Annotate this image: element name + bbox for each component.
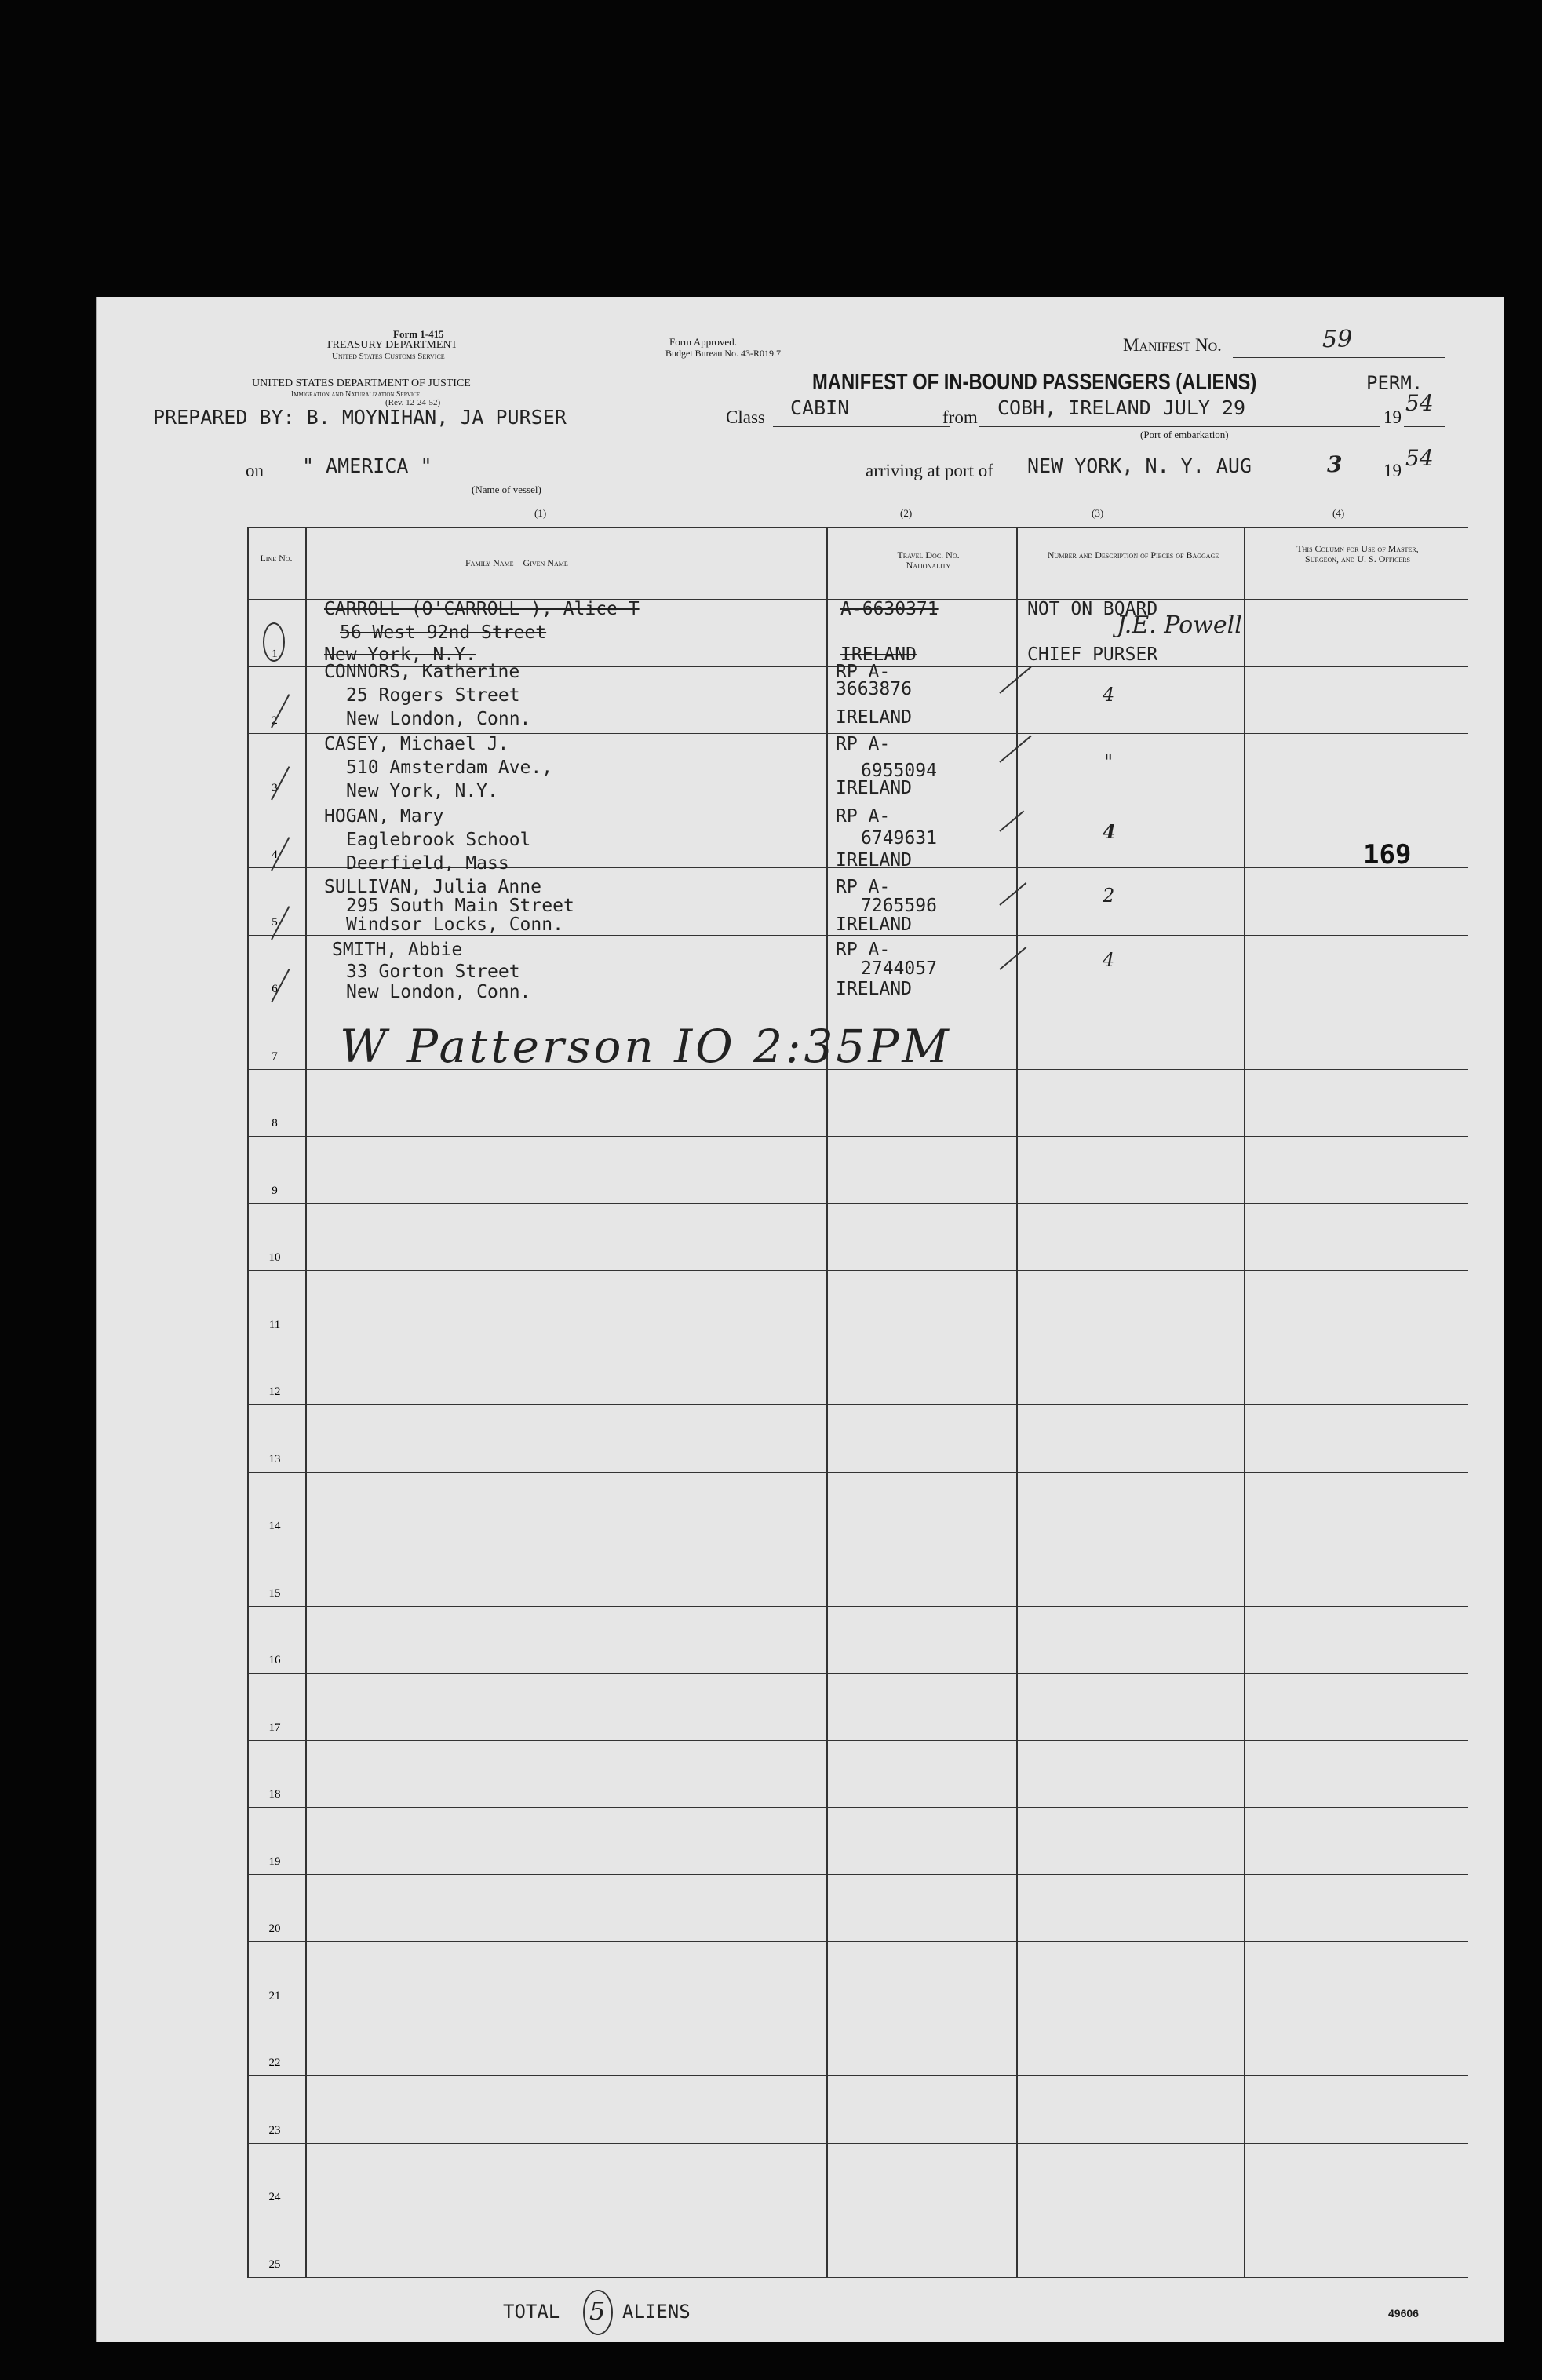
col-divider-1: [305, 527, 307, 2277]
row-line: [247, 1270, 1468, 1271]
entry-3-doc-prefix: RP A-: [836, 734, 891, 754]
entry-2-nationality: IRELAND: [836, 707, 912, 728]
entry-5-nationality: IRELAND: [836, 914, 912, 935]
row-line: [247, 1941, 1468, 1942]
line-number: 14: [268, 1520, 281, 1532]
title-suffix: PERM.: [1366, 372, 1424, 394]
entry-1-doc: A-6630371: [840, 599, 939, 619]
entry-6-nationality: IRELAND: [836, 979, 912, 999]
col-divider-4: [1244, 527, 1245, 2277]
line-number: 11: [268, 1318, 281, 1331]
line-number: 7: [272, 1049, 278, 1063]
row-line: [247, 1136, 1468, 1137]
arriving-day: 3: [1327, 451, 1343, 477]
entry-4-officer-note: 169: [1363, 839, 1412, 871]
prepared-by: PREPARED BY: B. MOYNIHAN, JA PURSER: [153, 406, 567, 429]
class-underline: [773, 426, 950, 427]
arriving-label: arriving at port of: [866, 461, 993, 480]
form-number: Form 1-415: [393, 328, 444, 340]
entry-2-doc-number: 3663876: [836, 679, 912, 699]
entry-4-name-line-1: HOGAN, Mary: [324, 806, 444, 827]
line-number: 19: [268, 1855, 281, 1868]
inspector-note: W Patterson IO 2:35PM: [340, 1020, 952, 1073]
col-divider-2: [826, 527, 828, 2277]
year-1: 54: [1405, 390, 1434, 416]
entry-3-name-line-1: CASEY, Michael J.: [324, 734, 509, 754]
entry-1-name-line-3: New York, N.Y.: [324, 644, 476, 665]
page-title: MANIFEST OF IN-BOUND PASSENGERS (ALIENS): [812, 370, 1257, 395]
entry-1-name-line-1: CARROLL (O'CARROLL ), Alice T: [324, 599, 640, 619]
vessel-name: " AMERICA ": [302, 454, 432, 477]
line-number: 1: [272, 647, 278, 660]
line-number: 4: [272, 849, 278, 861]
line-number: 10: [268, 1251, 281, 1264]
entry-1-nationality: IRELAND: [840, 644, 917, 665]
entry-3-name-line-2: 510 Amsterdam Ave.,: [346, 757, 553, 778]
entry-6-name-line-2: 33 Gorton Street: [346, 962, 520, 982]
class-value: CABIN: [790, 396, 850, 419]
entry-1-baggage-note-1: NOT ON BOARD: [1027, 599, 1158, 619]
col-number-2: (2): [900, 507, 913, 519]
total-label: TOTAL: [503, 2301, 560, 2323]
line-number: 3: [272, 781, 278, 794]
row-line: [247, 1807, 1468, 1808]
aliens-label: ALIENS: [622, 2301, 691, 2323]
header-baggage: Number and Description of Pieces of Baggage: [1047, 549, 1219, 560]
year-underline-1: [1404, 426, 1445, 427]
total-value: 5: [589, 2296, 606, 2326]
entry-3-baggage: ": [1104, 751, 1114, 773]
form-code: 49606: [1388, 2307, 1419, 2320]
class-label: Class: [726, 407, 765, 427]
check-mark: [999, 666, 1031, 694]
line-number: 13: [268, 1452, 281, 1466]
col-number-1: (1): [534, 507, 547, 519]
line-number: 17: [268, 1721, 281, 1734]
row-line: [247, 1404, 1468, 1405]
line-number: 25: [268, 2258, 281, 2271]
col-number-4: (4): [1332, 507, 1345, 519]
check-mark: [999, 811, 1024, 832]
entry-2-name-line-3: New London, Conn.: [346, 709, 531, 729]
col-divider-3: [1016, 527, 1018, 2277]
line-number: 15: [268, 1586, 281, 1600]
row-line: [247, 1740, 1468, 1741]
entry-3-nationality: IRELAND: [836, 778, 912, 798]
entry-1-purser-signature: J.E. Powell: [1117, 611, 1242, 639]
form-approved: Form Approved.: [669, 336, 737, 348]
line-number: 9: [272, 1184, 278, 1197]
line-number: 2: [272, 714, 278, 727]
entry-5-doc-prefix: RP A-: [836, 877, 891, 897]
line-number: 24: [268, 2191, 281, 2203]
line-number: 5: [272, 915, 278, 929]
row-line: [247, 2143, 1468, 2144]
entry-6-baggage: 4: [1103, 949, 1115, 971]
line-number: 18: [268, 1788, 281, 1801]
row-line: [247, 1203, 1468, 1204]
justice-dept: UNITED STATES DEPARTMENT OF JUSTICE: [252, 378, 471, 389]
entry-1-circle-mark: [263, 622, 285, 662]
check-mark: [999, 736, 1031, 763]
entry-1-name-line-2: 56 West 92nd Street: [340, 622, 547, 643]
line-number: 21: [268, 1989, 281, 2002]
from-value: COBH, IRELAND JULY 29: [997, 396, 1246, 419]
entry-2-name-line-2: 25 Rogers Street: [346, 685, 520, 706]
entry-4-baggage: 4: [1103, 820, 1116, 843]
year-2: 54: [1405, 445, 1434, 471]
customs-service: United States Customs Service: [332, 352, 445, 361]
check-mark: [999, 882, 1026, 906]
row-line: [247, 2277, 1468, 2278]
header-line-no: Line No.: [260, 553, 293, 564]
port-embark-caption: (Port of embarkation): [1140, 429, 1229, 440]
line-number: 16: [268, 1654, 281, 1666]
header-travel-doc: Travel Doc. No. Nationality: [897, 549, 960, 571]
vessel-caption: (Name of vessel): [472, 484, 541, 495]
line-number: 12: [268, 1385, 281, 1398]
col-divider-0: [247, 527, 249, 2277]
entry-5-doc-number: 7265596: [861, 896, 937, 916]
entry-4-name-line-2: Eaglebrook School: [346, 830, 531, 850]
arriving-value: NEW YORK, N. Y. AUG: [1027, 454, 1252, 477]
entry-3-name-line-3: New York, N.Y.: [346, 781, 498, 801]
entry-5-name-line-1: SULLIVAN, Julia Anne: [324, 877, 541, 897]
row-line: [247, 1874, 1468, 1875]
row-line: [247, 1606, 1468, 1607]
entry-6-name-line-1: SMITH, Abbie: [332, 940, 463, 960]
entry-3-doc-number: 6955094: [861, 761, 937, 781]
entry-4-name-line-3: Deerfield, Mass: [346, 853, 509, 874]
row-line: [247, 1673, 1468, 1674]
col-number-3: (3): [1092, 507, 1104, 519]
row-line: [247, 2075, 1468, 2076]
line-number: 8: [272, 1117, 278, 1130]
entry-6-name-line-3: New London, Conn.: [346, 982, 531, 1002]
manifest-label: Manifest No.: [1123, 335, 1222, 355]
year-prefix-2: 19: [1383, 461, 1402, 480]
entry-5-name-line-2: 295 South Main Street: [346, 896, 574, 916]
line-number: 23: [268, 2123, 281, 2137]
entry-5-baggage: 2: [1103, 885, 1115, 907]
year-prefix-1: 19: [1383, 407, 1402, 427]
from-label: from: [942, 407, 978, 427]
check-mark: [999, 947, 1026, 970]
revision: (Rev. 12-24-52): [385, 398, 441, 407]
from-underline: [979, 426, 1380, 427]
entry-4-nationality: IRELAND: [836, 850, 912, 871]
entry-2-doc-prefix: RP A-: [836, 662, 891, 682]
entry-4-doc-prefix: RP A-: [836, 806, 891, 827]
entry-1-baggage-note-2: CHIEF PURSER: [1027, 644, 1158, 665]
header-officers: This Column for Use of Master, Surgeon, and U. S. Officers: [1296, 543, 1419, 564]
on-label: on: [246, 461, 264, 480]
ins-service: Immigration and Naturalization Service: [291, 390, 421, 399]
entry-6-doc-prefix: RP A-: [836, 940, 891, 960]
entry-2-baggage: 4: [1103, 684, 1115, 706]
entry-4-doc-number: 6749631: [861, 828, 937, 849]
treasury-dept: TREASURY DEPARTMENT: [326, 339, 458, 351]
budget-bureau: Budget Bureau No. 43-R019.7.: [665, 348, 783, 359]
entry-6-doc-number: 2744057: [861, 958, 937, 979]
manifest-page: [96, 297, 1504, 2342]
entry-5-name-line-3: Windsor Locks, Conn.: [346, 914, 563, 935]
header-family-name: Family Name—Given Name: [465, 557, 568, 568]
entry-2-name-line-1: CONNORS, Katherine: [324, 662, 520, 682]
row-line: [247, 1472, 1468, 1473]
manifest-number: 59: [1322, 326, 1353, 353]
table-top-border: [247, 527, 1468, 528]
manifest-underline: [1233, 357, 1445, 358]
line-number: 22: [268, 2057, 281, 2069]
line-number: 20: [268, 1922, 281, 1935]
line-number: 6: [272, 983, 278, 995]
